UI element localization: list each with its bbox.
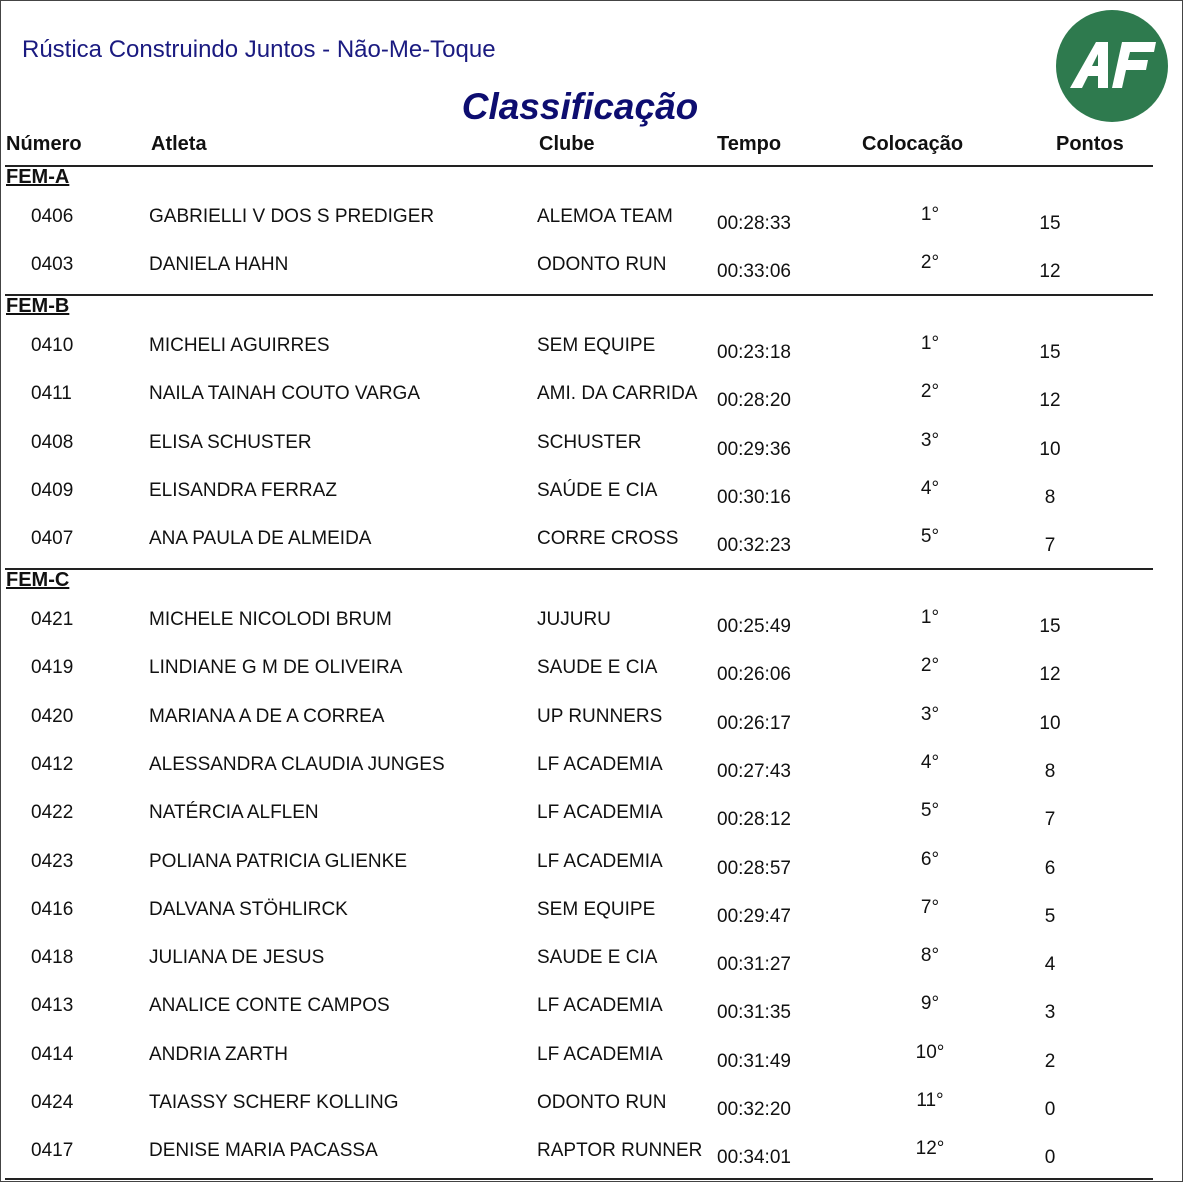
race-time: 00:29:36 (717, 438, 791, 460)
club-name: SAÚDE E CIA (537, 479, 658, 501)
table-row (0, 896, 1160, 947)
points: 0 (1044, 1147, 1056, 1169)
athlete-name: MARIANA A DE A CORREA (149, 705, 385, 727)
points: 12 (1039, 664, 1061, 686)
table-row (0, 995, 1160, 1043)
club-name: ODONTO RUN (537, 254, 667, 276)
category-rule (5, 294, 1153, 296)
athlete-name: MICHELE NICOLODI BRUM (149, 609, 392, 630)
athlete-number: 0413 (31, 995, 74, 1017)
placement: 2° (920, 381, 940, 403)
category-heading: FEM-A (6, 166, 70, 188)
club-name: AMI. DA CARRIDA (537, 383, 698, 405)
athlete-number: 0424 (31, 1092, 74, 1113)
placement: 1° (920, 333, 940, 354)
club-name: UP RUNNERS (537, 705, 663, 727)
club-name: LF ACADEMIA (537, 753, 663, 775)
table-row (0, 947, 1160, 995)
athlete-number: 0414 (31, 1043, 74, 1065)
race-time: 00:31:35 (717, 1002, 791, 1024)
club-name: SAUDE E CIA (537, 657, 658, 679)
points: 6 (1044, 857, 1056, 879)
club-name: ODONTO RUN (537, 1092, 667, 1113)
placement: 5° (920, 800, 940, 822)
athlete-name: NAILA TAINAH COUTO VARGA (149, 383, 420, 405)
race-time: 00:33:06 (717, 261, 791, 283)
table-row (0, 609, 1160, 657)
athlete-name: ANA PAULA DE ALMEIDA (149, 528, 372, 550)
table-row (0, 703, 1160, 754)
athlete-name: ELISA SCHUSTER (149, 431, 312, 453)
club-name: LF ACADEMIA (537, 1043, 663, 1065)
club-name: SEM EQUIPE (537, 335, 656, 356)
table-row (0, 802, 1160, 850)
table-row (0, 1140, 1160, 1188)
table-row (0, 657, 1160, 705)
athlete-number: 0406 (31, 206, 74, 227)
points: 2 (1044, 1050, 1056, 1072)
category-heading: FEM-B (6, 295, 70, 317)
athlete-number: 0422 (31, 802, 74, 824)
points: 12 (1039, 390, 1061, 412)
placement: 3° (920, 429, 940, 451)
placement: 10° (915, 1041, 945, 1063)
race-time: 00:31:27 (717, 954, 791, 976)
footer-rule (5, 1178, 1153, 1180)
athlete-number: 0416 (31, 898, 74, 920)
table-row (0, 429, 1160, 480)
table-row (0, 383, 1160, 431)
points: 15 (1039, 213, 1061, 234)
athlete-name: DANIELA HAHN (149, 254, 289, 276)
placement: 4° (920, 751, 940, 773)
placement: 2° (920, 655, 940, 677)
points: 10 (1039, 712, 1061, 734)
athlete-number: 0410 (31, 335, 74, 356)
points: 7 (1044, 809, 1056, 831)
club-name: RAPTOR RUNNER (537, 1140, 703, 1162)
athlete-number: 0423 (31, 850, 74, 872)
category-heading: FEM-C (6, 569, 70, 591)
athlete-number: 0408 (31, 431, 74, 453)
col-header-pontos: Pontos (1056, 133, 1124, 155)
club-name: SEM EQUIPE (537, 898, 656, 920)
race-time: 00:32:20 (717, 1099, 791, 1120)
placement: 6° (920, 848, 940, 870)
athlete-number: 0407 (31, 528, 74, 550)
placement: 4° (920, 477, 940, 499)
race-time: 00:28:33 (717, 213, 791, 234)
athlete-name: MICHELI AGUIRRES (149, 335, 330, 356)
athlete-name: GABRIELLI V DOS S PREDIGER (149, 206, 435, 227)
points: 7 (1044, 535, 1056, 557)
club-name: JUJURU (537, 609, 611, 630)
athlete-number: 0421 (31, 609, 74, 630)
race-time: 00:32:23 (717, 535, 791, 557)
athlete-number: 0403 (31, 254, 74, 276)
placement: 11° (916, 1090, 944, 1111)
points: 12 (1039, 261, 1061, 283)
af-logo (1056, 10, 1168, 122)
points: 10 (1039, 438, 1061, 460)
placement: 12° (915, 1138, 945, 1160)
table-row (0, 335, 1160, 383)
club-name: LF ACADEMIA (537, 850, 663, 872)
points: 0 (1044, 1099, 1056, 1120)
athlete-number: 0419 (31, 657, 74, 679)
athlete-name: ANALICE CONTE CAMPOS (149, 995, 390, 1017)
table-row (0, 1092, 1160, 1140)
points: 15 (1039, 342, 1061, 363)
table-row (0, 848, 1160, 899)
placement: 8° (920, 945, 940, 967)
placement: 9° (920, 993, 940, 1015)
race-time: 00:26:06 (717, 664, 791, 686)
club-name: SAUDE E CIA (537, 947, 658, 969)
points: 8 (1044, 760, 1056, 782)
placement: 3° (920, 703, 940, 725)
points: 4 (1044, 954, 1056, 976)
col-header-colocacao: Colocação (862, 133, 964, 155)
athlete-name: ANDRIA ZARTH (149, 1043, 289, 1065)
athlete-name: ELISANDRA FERRAZ (149, 479, 337, 501)
race-time: 00:34:01 (717, 1147, 791, 1169)
placement: 5° (920, 526, 940, 548)
club-name: CORRE CROSS (537, 528, 679, 550)
athlete-number: 0412 (31, 753, 74, 775)
athlete-number: 0409 (31, 479, 74, 501)
table-row (0, 206, 1160, 254)
placement: 2° (920, 252, 940, 274)
col-header-clube: Clube (539, 133, 595, 155)
athlete-name: DENISE MARIA PACASSA (149, 1140, 378, 1162)
athlete-number: 0411 (31, 383, 72, 405)
athlete-name: TAIASSY SCHERF KOLLING (149, 1092, 399, 1113)
event-name: Rústica Construindo Juntos - Não-Me-Toque (22, 36, 496, 63)
club-name: SCHUSTER (537, 431, 642, 453)
header-rule (5, 165, 1153, 167)
col-header-numero: Número (6, 133, 82, 155)
athlete-name: ALESSANDRA CLAUDIA JUNGES (149, 753, 445, 775)
club-name: LF ACADEMIA (537, 802, 663, 824)
race-time: 00:30:16 (717, 486, 791, 508)
athlete-name: JULIANA DE JESUS (149, 947, 325, 969)
athlete-number: 0420 (31, 705, 74, 727)
race-time: 00:23:18 (717, 342, 791, 363)
category-rule (5, 568, 1153, 570)
race-time: 00:27:43 (717, 760, 791, 782)
placement: 1° (920, 607, 940, 628)
athlete-name: DALVANA STÖHLIRCK (149, 898, 348, 920)
athlete-name: LINDIANE G M DE OLIVEIRA (149, 657, 403, 679)
table-row (0, 477, 1160, 528)
placement: 7° (920, 896, 940, 918)
race-time: 00:26:17 (717, 712, 791, 734)
table-row (0, 1041, 1160, 1092)
club-name: LF ACADEMIA (537, 995, 663, 1017)
club-name: ALEMOA TEAM (537, 206, 673, 227)
race-time: 00:31:49 (717, 1050, 791, 1072)
athlete-name: NATÉRCIA ALFLEN (149, 802, 319, 824)
athlete-number: 0418 (31, 947, 74, 969)
athlete-number: 0417 (31, 1140, 74, 1162)
placement: 1° (920, 204, 940, 225)
points: 8 (1044, 486, 1056, 508)
col-header-atleta: Atleta (151, 133, 207, 155)
race-time: 00:25:49 (717, 616, 791, 637)
table-row (0, 751, 1160, 802)
race-time: 00:28:12 (717, 809, 791, 831)
athlete-name: POLIANA PATRICIA GLIENKE (149, 850, 407, 872)
points: 5 (1044, 905, 1056, 927)
page-title: Classificação (461, 86, 699, 127)
points: 3 (1044, 1002, 1056, 1024)
race-time: 00:28:57 (717, 857, 791, 879)
col-header-tempo: Tempo (717, 133, 782, 155)
race-time: 00:28:20 (717, 390, 791, 412)
points: 15 (1039, 616, 1061, 637)
race-time: 00:29:47 (717, 905, 791, 927)
